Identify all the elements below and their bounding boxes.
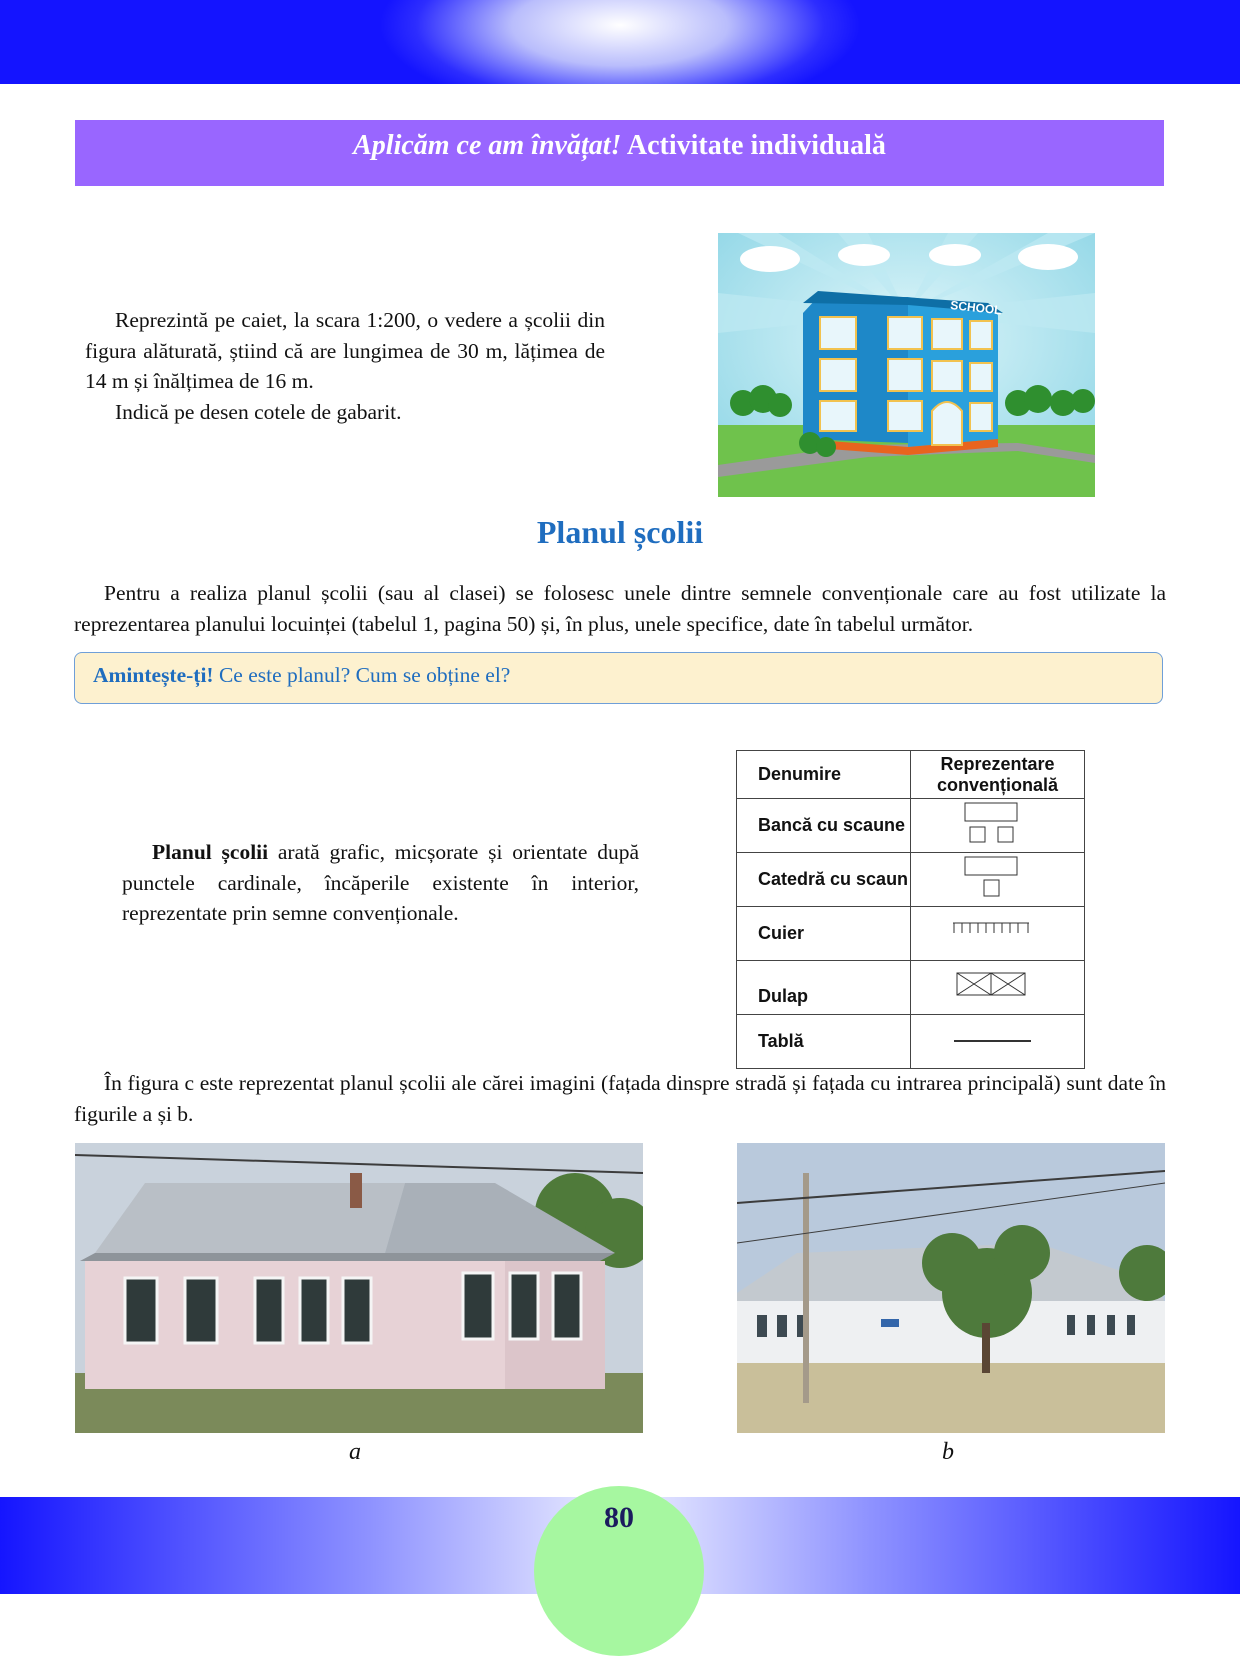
intro-text: Pentru a realiza planul școlii (sau al clasei) se folosesc unele dintre semnele convenționale care au fost utilizate la reprezentarea planului locuinței (tabelul 1, pagina 50) și, în plus, unele specifice, date în tabelul următor.: [74, 581, 1166, 636]
top-decorative-band: [0, 0, 1240, 84]
photo-entrance-facade: [737, 1143, 1165, 1433]
wardrobe-icon: [911, 961, 1085, 1015]
page-number: 80: [604, 1501, 634, 1534]
section-title: Planul școlii: [536, 514, 704, 550]
intro-paragraph: [74, 578, 1166, 639]
figure-description-text: În figura c este reprezentat planul școlii ale cărei imagini (fațada dinspre stradă și fațada cu intrarea principală) sunt date în figurile a și b.: [74, 1071, 1166, 1126]
remember-label: Amintește-ți!: [93, 663, 214, 687]
caption-a: a: [349, 1439, 361, 1465]
row-name-blackboard: Tablă: [737, 1015, 911, 1069]
definition-paragraph: [122, 837, 639, 929]
table-row: [737, 853, 1085, 907]
table-row: [737, 907, 1085, 961]
table-row: [737, 1015, 1085, 1069]
row-name-teacher-desk: Catedră cu scaun: [737, 853, 911, 907]
table-row: [737, 799, 1085, 853]
conventional-signs-table: [736, 750, 1085, 1069]
school-sign-text: SCHOOL: [949, 298, 1003, 318]
definition-body: arată grafic, micșorate și orientate după punctele cardinale, încăperile existente în interior, reprezentate prin semne convenționale.: [122, 840, 639, 925]
teacher-desk-with-chair-icon: [911, 853, 1085, 907]
school-illustration: [718, 233, 1095, 497]
remember-question: Ce este planul? Cum se obține el?: [213, 663, 511, 687]
coat-rack-icon: [911, 907, 1085, 961]
row-name-coat-rack: Cuier: [737, 907, 911, 961]
caption-b: b: [942, 1439, 954, 1465]
activity-banner: [75, 120, 1164, 186]
header-name-cell: Denumire: [737, 751, 911, 799]
banner-italic-text: Aplicăm ce am învățat!: [353, 130, 622, 161]
figure-description: [74, 1068, 1166, 1129]
table-header-row: [737, 751, 1085, 799]
remember-box: [74, 652, 1163, 704]
header-symbol-cell: Reprezentare convențională: [911, 751, 1085, 799]
banner-bold-text: Activitate individuală: [621, 130, 886, 161]
definition-term: Planul școlii: [152, 840, 269, 864]
task-text: [85, 305, 605, 427]
row-name-desk: Bancă cu scaune: [737, 799, 911, 853]
task-paragraph-2: Indică pe desen cotele de gabarit.: [115, 399, 402, 424]
desk-with-two-chairs-icon: [911, 799, 1085, 853]
definition-text: [122, 837, 639, 929]
blackboard-line-icon: [911, 1015, 1085, 1069]
photo-street-facade: [75, 1143, 643, 1433]
task-paragraph-1: Reprezintă pe caiet, la scara 1:200, o vedere a școlii din figura alăturată, știind că are lungimea de 30 m, lățimea de 14 m și înălțimea de 16 m.: [85, 308, 605, 393]
table-row: [737, 961, 1085, 1015]
row-name-wardrobe: Dulap: [737, 961, 911, 1015]
